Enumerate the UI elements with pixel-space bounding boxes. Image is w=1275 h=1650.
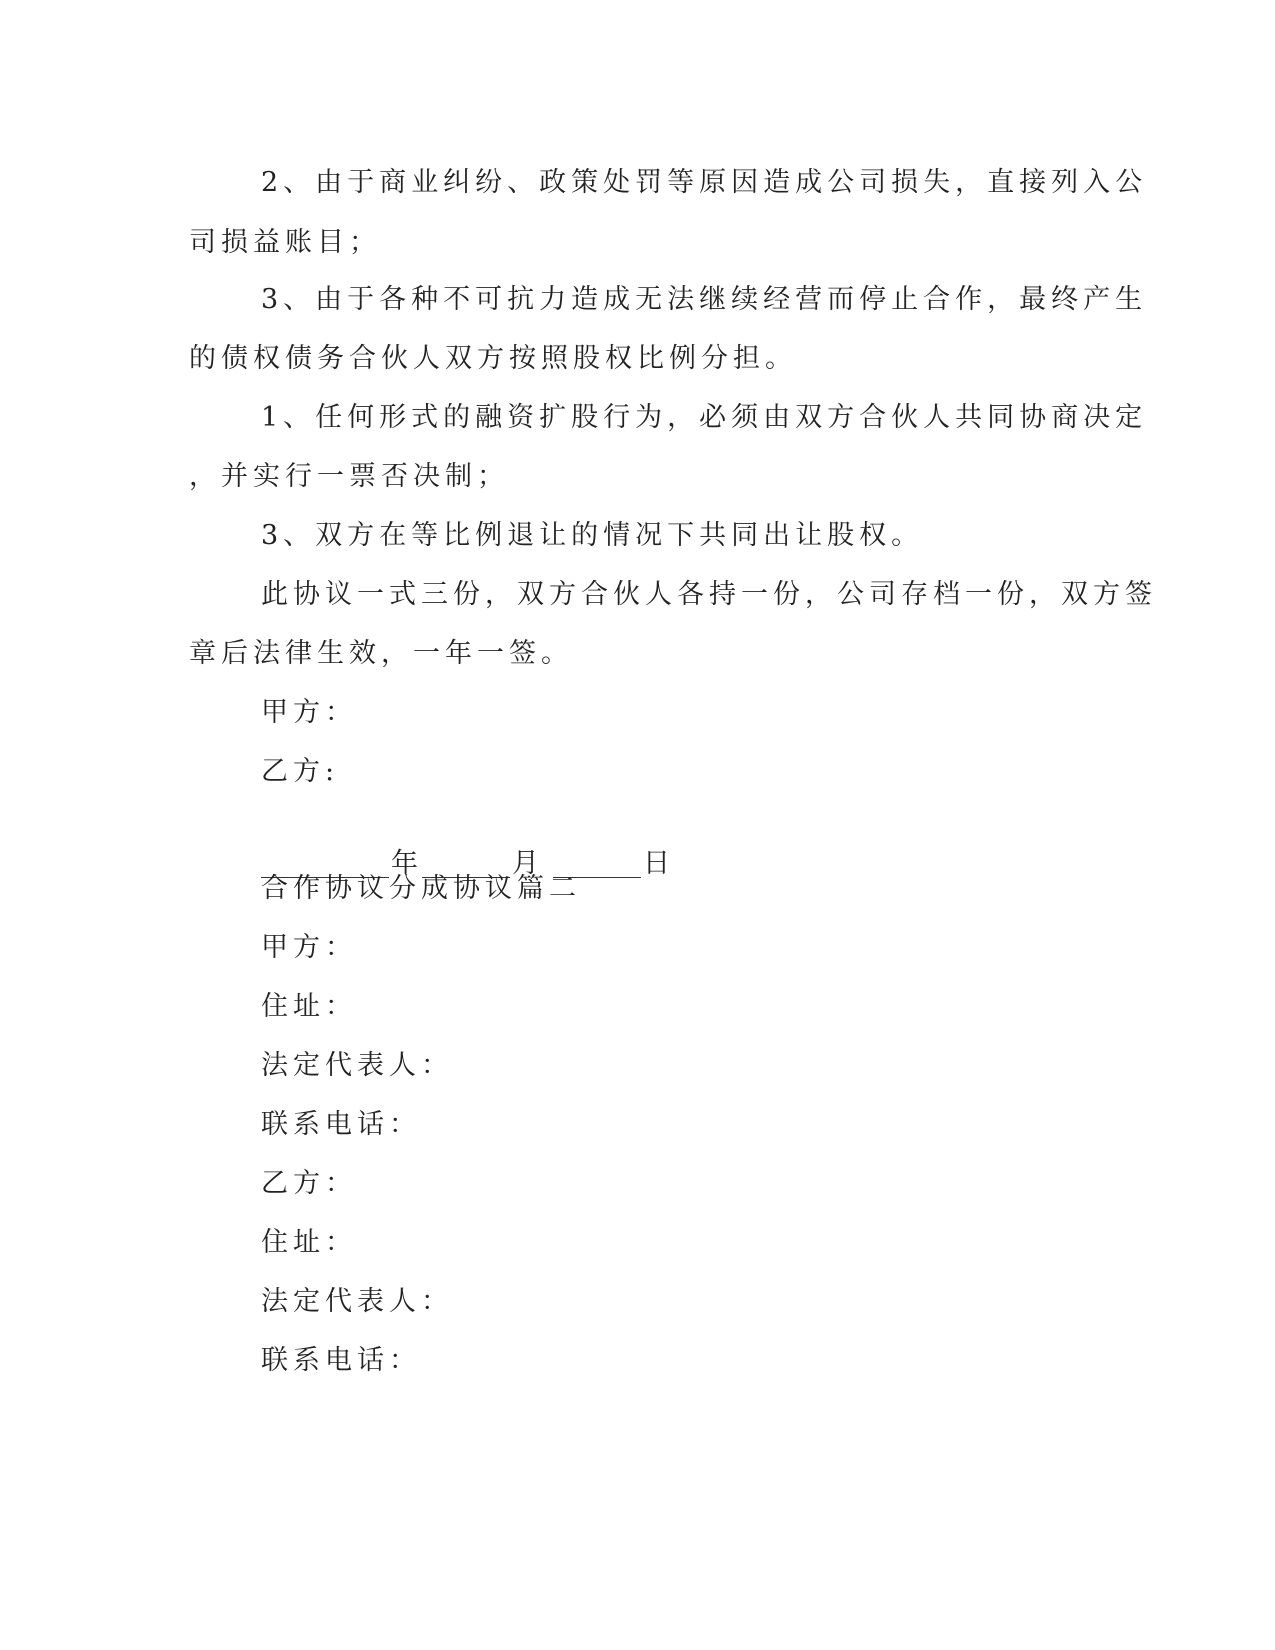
party-b-signature-label: 乙方:: [261, 756, 340, 787]
paragraph-financing-line2: ，并实行一票否决制；: [189, 461, 509, 492]
field-party-b-phone: 联系电话：: [261, 1345, 421, 1376]
year-label: 年: [391, 848, 418, 879]
field-party-a-address: 住址：: [261, 991, 357, 1022]
section-title: 合作协议分成协议篇二: [261, 873, 581, 904]
paragraph-force-majeure-line2: 的债权债务合伙人双方按照股权比例分担。: [189, 343, 797, 374]
party-a-signature-label: 甲方：: [261, 697, 357, 728]
day-label: 日: [643, 848, 670, 879]
paragraph-equity-transfer: 3、双方在等比例退让的情况下共同出让股权。: [261, 520, 924, 551]
field-party-b: 乙方：: [261, 1168, 357, 1199]
paragraph-force-majeure-line1: 3、由于各种不可抗力造成无法继续经营而停止合作，最终产生: [261, 284, 1148, 315]
paragraph-financing-line1: 1、任何形式的融资扩股行为，必须由双方合伙人共同协商决定: [261, 402, 1148, 433]
field-party-a-legal-rep: 法定代表人：: [261, 1050, 453, 1081]
paragraph-copies-line1: 此协议一式三份，双方合伙人各持一份，公司存档一份，双方签: [261, 579, 1157, 610]
field-party-b-address: 住址：: [261, 1227, 357, 1258]
field-party-a: 甲方：: [261, 932, 357, 963]
paragraph-copies-line2: 章后法律生效，一年一签。: [189, 638, 573, 669]
month-label: 月: [512, 848, 539, 879]
field-party-a-phone: 联系电话：: [261, 1109, 421, 1140]
field-party-b-legal-rep: 法定代表人：: [261, 1286, 453, 1317]
paragraph-loss-clause-line1: 2、由于商业纠纷、政策处罚等原因造成公司损失，直接列入公: [261, 167, 1148, 198]
paragraph-loss-clause-line2: 司损益账目；: [189, 227, 381, 258]
